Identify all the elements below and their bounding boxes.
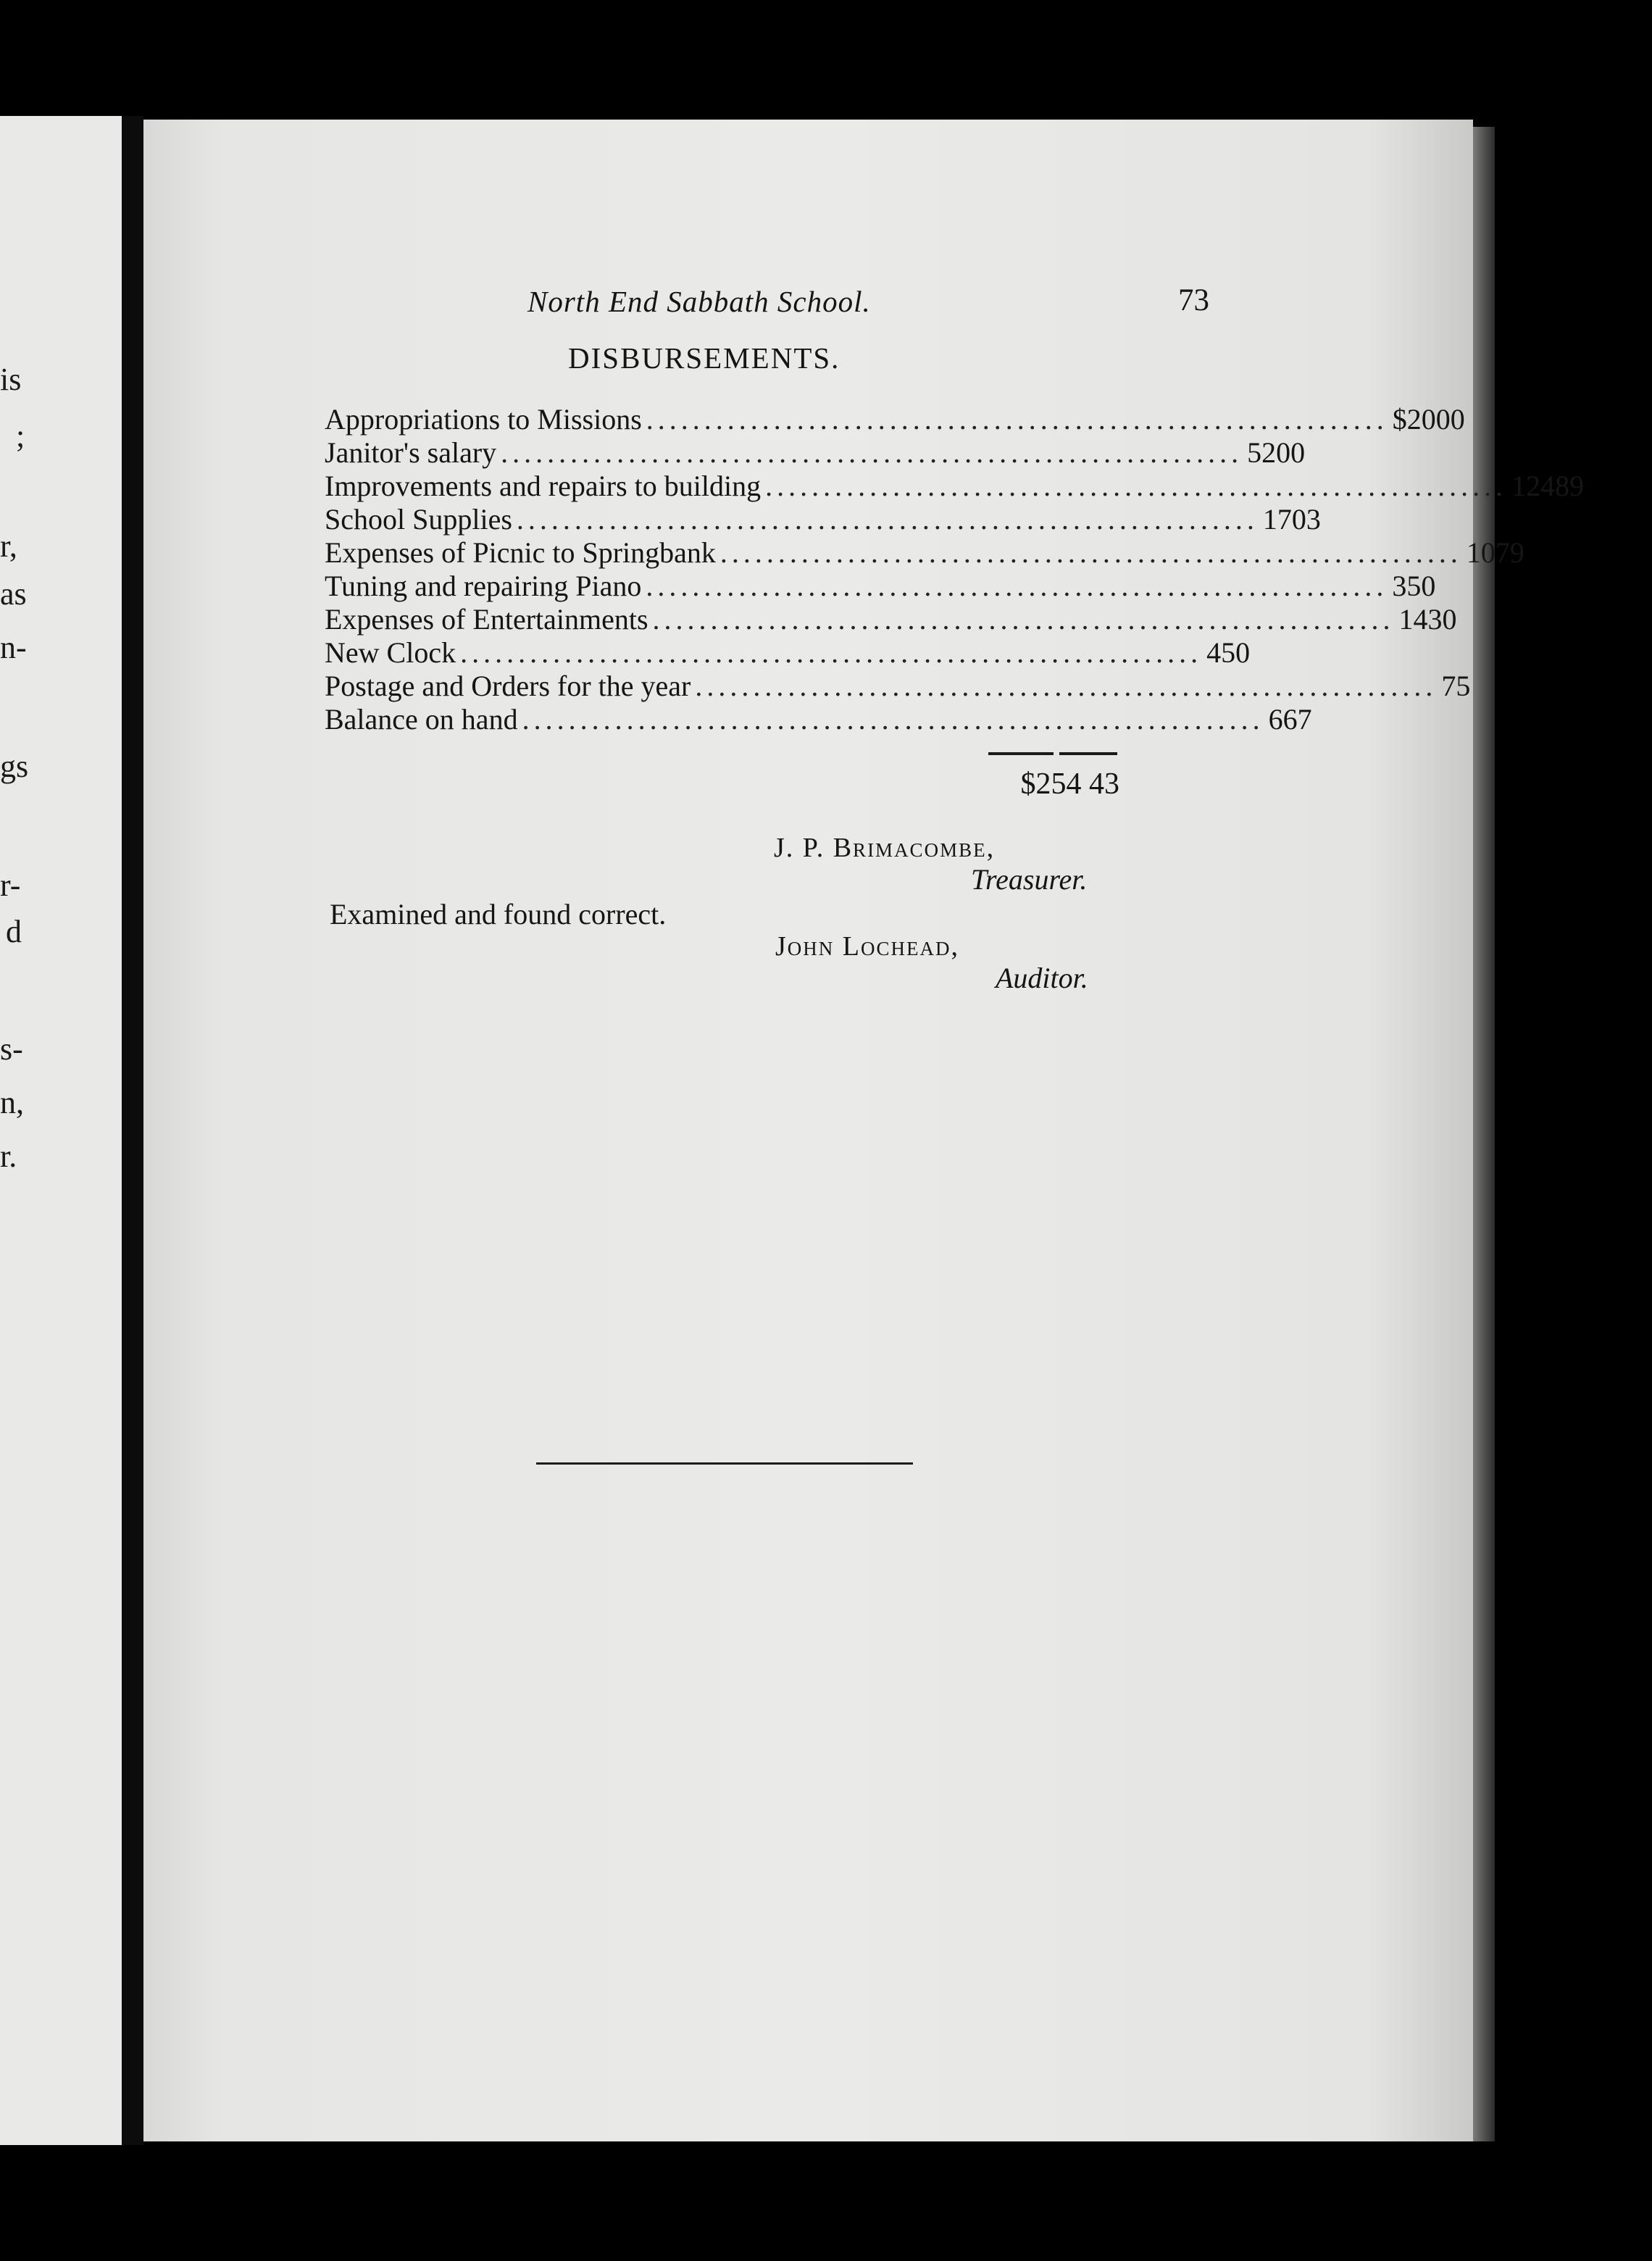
ledger-item: Expenses of Picnic to Springbank (325, 536, 716, 569)
left-text-fragment: is (0, 362, 22, 397)
ledger-cents: 67 (1282, 703, 1312, 736)
left-text-fragment: n, (0, 1085, 24, 1120)
ledger-item: Tuning and repairing Piano (325, 570, 642, 602)
ledger-cents: 50 (1406, 570, 1436, 602)
dot-leader: ................................................................ (501, 436, 1243, 469)
ledger-dollars: 4 (1206, 636, 1222, 669)
ledger-item: School Supplies (325, 503, 512, 536)
left-text-fragment: ; (16, 418, 25, 454)
dot-leader: ................................................................ (652, 603, 1395, 636)
page-edge (1473, 127, 1495, 2141)
closing-rule (536, 1462, 913, 1465)
auditor-title: Auditor. (996, 962, 1088, 994)
treasurer-name: J. P. Brimacombe, (774, 833, 996, 863)
ledger-dollars: 20 (1406, 403, 1436, 436)
ledger-dollars: 3 (1392, 570, 1407, 602)
dot-leader: ................................................................ (522, 703, 1264, 736)
page-number: 73 (1178, 283, 1209, 317)
ledger-cents: 00 (1276, 436, 1306, 469)
ledger-row (325, 536, 1524, 570)
ledger-row (325, 670, 1471, 703)
dot-leader: ................................................................ (719, 536, 1462, 569)
running-title: North End Sabbath School. (527, 285, 871, 318)
dot-leader: ................................................................ (695, 670, 1438, 702)
left-text-fragment: r. (0, 1138, 17, 1174)
ledger-item: Postage and Orders for the year (325, 670, 691, 702)
dot-leader: ................................................................ (460, 636, 1203, 669)
ledger-cents: 75 (1441, 670, 1471, 702)
ledger-dollars: 14 (1398, 603, 1428, 636)
disbursements-ledger (325, 403, 1585, 736)
ledger-cents: 79 (1495, 536, 1524, 569)
dot-leader: ................................................................ (765, 470, 1508, 502)
total-rule (1059, 752, 1117, 755)
ledger-dollars: 17 (1262, 503, 1292, 536)
total-rule (988, 752, 1054, 755)
ledger-cents: 50 (1221, 636, 1251, 669)
left-text-fragment: gs (0, 749, 29, 784)
dot-leader: ................................................................ (646, 570, 1388, 602)
ledger-row (325, 570, 1436, 603)
ledger-cents: 00 (1435, 403, 1465, 436)
dollar-sign: $ (1392, 403, 1407, 436)
left-text-fragment: as (0, 576, 27, 612)
ledger-row (325, 703, 1312, 736)
previous-page (0, 116, 122, 2145)
left-text-fragment: r- (0, 867, 21, 903)
ledger-row (325, 503, 1321, 536)
ledger-item: Improvements and repairs to building (325, 470, 762, 502)
dot-leader: ................................................................ (646, 403, 1388, 436)
ledger-row (325, 603, 1457, 636)
ledger-dollars: 124 (1511, 470, 1556, 502)
ledger-cents: 03 (1291, 503, 1321, 536)
section-title: DISBURSEMENTS. (568, 341, 840, 375)
ledger-total: $254 43 (1020, 767, 1119, 801)
ledger-item: Appropriations to Missions (325, 403, 642, 436)
ledger-cents: 30 (1427, 603, 1457, 636)
ledger-row (325, 436, 1306, 470)
ledger-row (325, 470, 1585, 503)
ledger-row (325, 403, 1465, 436)
dot-leader: ................................................................ (516, 503, 1259, 536)
ledger-item: Balance on hand (325, 703, 518, 736)
ledger-dollars: 10 (1466, 536, 1495, 569)
ledger-dollars: 6 (1268, 703, 1283, 736)
left-text-fragment: d (6, 914, 22, 949)
ledger-row (325, 636, 1251, 670)
ledger-item: Expenses of Entertainments (325, 603, 648, 636)
left-text-fragment: s- (0, 1031, 23, 1067)
ledger-cents: 89 (1555, 470, 1585, 502)
ledger-dollars: 52 (1247, 436, 1277, 469)
treasurer-title: Treasurer. (971, 863, 1088, 896)
ledger-item: Janitor's salary (325, 436, 497, 469)
examined-note: Examined and found correct. (330, 898, 667, 930)
left-text-fragment: n- (0, 630, 27, 665)
book-spine (122, 116, 143, 2145)
auditor-name: John Lochead, (775, 931, 959, 962)
ledger-item: New Clock (325, 636, 456, 669)
left-text-fragment: r, (0, 528, 17, 564)
